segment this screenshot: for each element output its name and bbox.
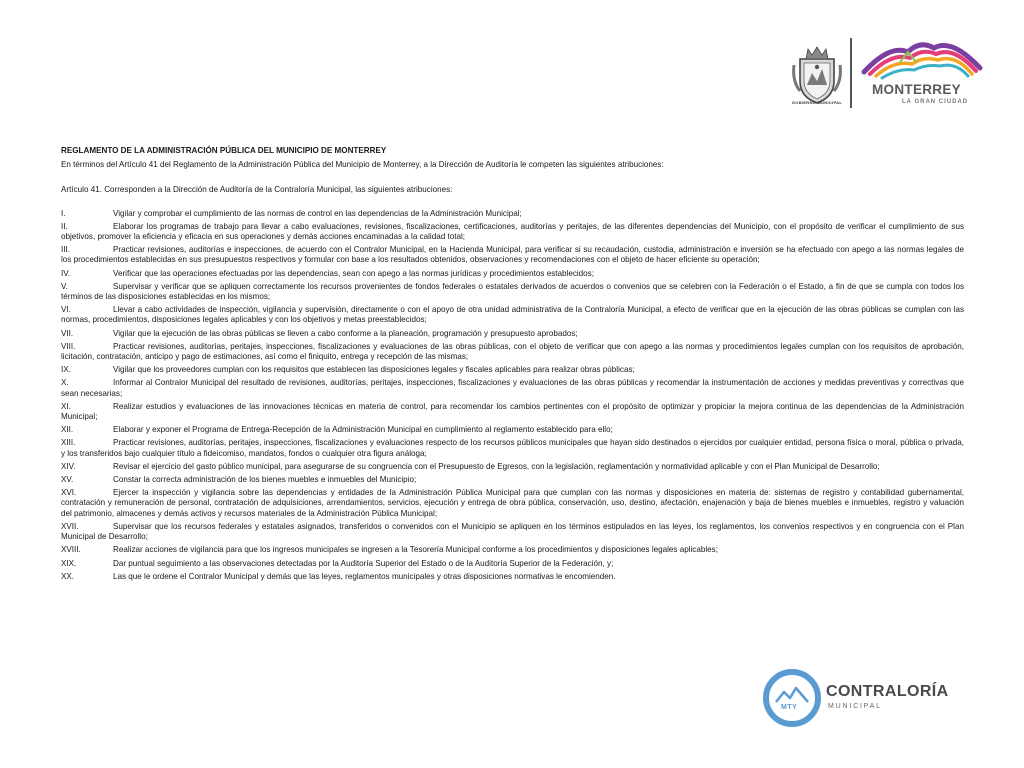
list-item	[61, 402, 964, 422]
item-text: Realizar acciones de vigilancia para que los ingresos municipales se ingresen a la Tesorería Municipal conforme a los procedimientos y disposiciones legales aplicables;	[113, 545, 718, 555]
monterrey-mountain-logo-icon	[860, 38, 986, 80]
list-item	[61, 269, 964, 279]
item-number: XVII.	[61, 521, 79, 531]
list-item	[61, 378, 964, 398]
item-text: Vigilar que la ejecución de las obras públicas se lleven a cabo conforme a la planeación, programación y presupuesto aprobados;	[113, 328, 578, 338]
document-body	[61, 146, 964, 585]
contraloria-subtitle: MUNICIPAL	[828, 703, 882, 710]
list-item	[61, 522, 964, 542]
item-text: Revisar el ejercicio del gasto público municipal, para asegurarse de su congruencia con el Presupuesto de Egresos, con la legislación, reglamentación y normatividad aplicable y con el Plan Municipal de Desarrollo;	[113, 461, 880, 471]
item-text: Las que le ordene el Contralor Municipal y demás que las leyes, reglamentos municipales y otras disposiciones normativas le encomienden.	[113, 571, 616, 581]
list-item	[61, 462, 964, 472]
item-text: Vigilar que los proveedores cumplan con los requisitos que establecen las disposiciones legales y fiscales aplicables para realizar obras públicas;	[113, 365, 635, 375]
list-item	[61, 438, 964, 458]
list-item	[61, 488, 964, 519]
item-text: Elaborar y exponer el Programa de Entrega-Recepción de la Administración Municipal en cumplimiento al reglamento establecido para ello;	[113, 425, 613, 435]
logo-divider	[850, 38, 852, 108]
item-text: Ejercer la inspección y vigilancia sobre las dependencias y entidades de la Administración Pública Municipal para que cumplan con las normas y disposiciones en materia de: sistemas de registro y contabilidad gubernamental, contratación y remuneración de personal, contratación de adquisiciones, arrendamientos, servicios, ejecución y entrega de obra pública, conservación, uso, destino, afectación, enajenación y baja de bienes muebles e inmuebles, registro y valuación del patrimonio, almacenes y demás activos y recursos materiales de la Administración Pública Municipal;	[61, 488, 964, 518]
article-heading: Artículo 41. Corresponden a la Dirección de Auditoría de la Contraloría Municipal, las siguientes atribuciones:	[61, 185, 453, 195]
list-item	[61, 425, 964, 435]
list-item	[61, 365, 964, 375]
item-text: Llevar a cabo actividades de inspección, vigilancia y supervisión, directamente o con el apoyo de otra unidad administrativa de la Contraloría Municipal, a efecto de verificar que en la ejecución de las obras públicas se cumplan con las normas, procedimientos, disposiciones legales aplicables y con los objetivos y metas preestablecidos;	[61, 305, 964, 325]
item-number: XVI.	[61, 488, 77, 498]
item-number: V.	[61, 281, 68, 291]
item-number: IV.	[61, 268, 71, 278]
item-number: XII.	[61, 425, 74, 435]
item-number: XIX.	[61, 558, 77, 568]
item-number: X.	[61, 378, 69, 388]
contraloria-logo	[762, 668, 962, 730]
list-item	[61, 222, 964, 242]
item-text: Dar puntual seguimiento a las observaciones detectadas por la Auditoría Superior del Estado o de la Auditoría Superior de la Federación, y;	[113, 558, 614, 568]
item-text: Practicar revisiones, auditorías, peritajes, inspecciones, fiscalizaciones y evaluaciones respecto de los recursos públicos municipales que hayan sido destinados o ejercidos por cualquier entidad, persona física o moral, pública o privada, y los transferidos bajo cualquier título a fideicomiso, mandatos, fondos o cualquier otra figura análoga;	[61, 438, 964, 458]
list-item	[61, 209, 964, 219]
item-text: Practicar revisiones, auditorías e inspecciones, de acuerdo con el Contralor Municipal, en la Hacienda Municipal, para verificar si su recaudación, custodia, administración e inversión se ha efectuado con apego a las normas legales de los procedimientos establecidas en sus presupuestos respectivos y formular con base a los resultados obtenidos, observaciones y recomendaciones con el objeto de hacer eficiente su operación;	[61, 245, 964, 265]
list-item	[61, 329, 964, 339]
list-item	[61, 559, 964, 569]
item-number: XVIII.	[61, 545, 81, 555]
item-text: Supervisar que los recursos federales y estatales asignados, transferidos o convenidos con el Municipio se apliquen en los términos estipulados en las leyes, los reglamentos, los convenios respectivos y en congruencia con el Plan Municipal de Desarrollo;	[61, 521, 964, 542]
item-number: VI.	[61, 305, 71, 315]
list-item	[61, 245, 964, 265]
list-item	[61, 572, 964, 582]
attributions-list	[61, 209, 964, 582]
item-number: VII.	[61, 328, 74, 338]
item-number: XIV.	[61, 461, 76, 471]
monterrey-tagline: LA GRAN CIUDAD	[902, 99, 969, 105]
item-number: III.	[61, 245, 70, 255]
item-text: Vigilar y comprobar el cumplimiento de las normas de control en las dependencias de la Administración Municipal;	[113, 208, 522, 218]
item-number: XV.	[61, 475, 74, 485]
document-intro: En términos del Artículo 41 del Reglamento de la Administración Pública del Municipio de Monterrey, a la Dirección de Auditoría le competen las siguientes atribuciones:	[61, 160, 664, 170]
item-number: IX.	[61, 365, 71, 375]
document-title: REGLAMENTO DE LA ADMINISTRACIÓN PÚBLICA DEL MUNICIPIO DE MONTERREY	[61, 146, 387, 155]
item-text: Supervisar y verificar que se apliquen correctamente los recursos provenientes de fondos federales o estatales derivados de acuerdos o convenios que se celebren con la Federación o el Estado, a fin de que se cumpla con todos los términos de las disposiciones establecidas en los mismos;	[61, 281, 964, 302]
item-text: Realizar estudios y evaluaciones de las innovaciones técnicas en materia de control, para recomendar los cambios pertinentes con el propósito de optimizar y propiciar la mejora continua de las dependencias de la Administración Municipal;	[61, 401, 964, 422]
seal-caption: GOBIERNO MUNICIPAL	[791, 100, 843, 105]
item-number: XIII.	[61, 438, 76, 448]
list-item	[61, 342, 964, 362]
list-item	[61, 282, 964, 302]
item-text: Constar la correcta administración de los bienes muebles e inmuebles del Municipio;	[113, 475, 417, 485]
item-text: Verificar que las operaciones efectuadas por las dependencias, sean con apego a las normas jurídicas y procedimientos establecidos;	[113, 268, 594, 278]
contraloria-wordmark: CONTRALORÍA	[826, 683, 949, 700]
contraloria-circle-icon	[762, 668, 822, 728]
item-number: I.	[61, 208, 66, 218]
item-number: VIII.	[61, 341, 76, 351]
item-number: II.	[61, 221, 68, 231]
item-number: XX.	[61, 571, 75, 581]
item-text: Practicar revisiones, auditorías, peritajes, inspecciones, fiscalizaciones y evaluaciones de las obras públicas, con el objeto de verificar que con apego a las normas y procedimientos legales cumplan con los requisitos de aprobación, licitación, contratación, anticipo y pago de estimaciones, así como el finiquito, entrega y recepción de las mismas;	[61, 341, 964, 362]
mty-badge-text: MTY	[781, 704, 798, 711]
list-item	[61, 545, 964, 555]
list-item	[61, 475, 964, 485]
list-item	[61, 305, 964, 325]
item-text: Elaborar los programas de trabajo para llevar a cabo evaluaciones, revisiones, fiscalizaciones, certificaciones, auditorías y peritajes, de las diferentes dependencias del Municipio, con el propósito de verificar el cumplimiento de sus objetivos, promover la eficiencia y eficacia en sus operaciones y demás acciones encaminadas a la calidad total;	[61, 221, 964, 242]
item-number: XI.	[61, 401, 71, 411]
header-logos	[786, 34, 986, 110]
monterrey-wordmark: MONTERREY	[872, 82, 961, 97]
item-text: Informar al Contralor Municipal del resultado de revisiones, auditorías, peritajes, inspecciones, fiscalizaciones y evaluaciones de las obras públicas y recomendar la instrumentación de acciones y medidas preventivas y correctivas que sean necesarias;	[61, 378, 964, 398]
